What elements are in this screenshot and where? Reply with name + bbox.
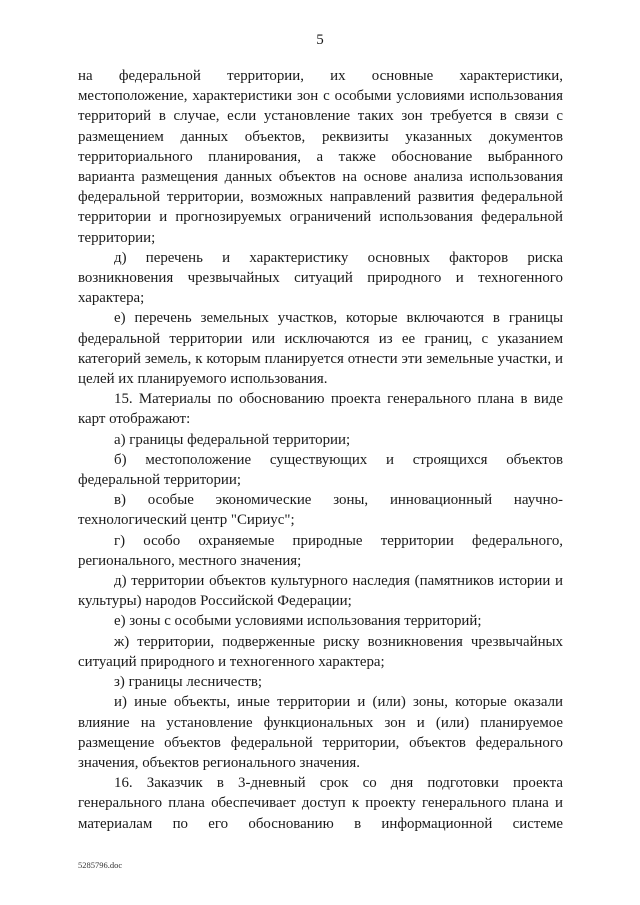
paragraph-item-a-boundaries: а) границы федеральной территории; (114, 431, 351, 448)
paragraph-item-i-other-objects: и) иные объекты, иные территории и (или) зоны, которые оказали влияние на установление функциональных зон и (или) планируемое размещение объектов федеральной территории, объектов федерального значения, объектов регионального значения. (78, 694, 563, 771)
paragraph-item-e-land-plots: е) перечень земельных участков, которые включаются в границы федеральной территории или исключаются из ее границ, с указанием категорий земель, к которым планируется отнести эти земельные участки, и целей их планируемого использования. (78, 310, 563, 388)
paragraph-item-v-economic-zones: в) особые экономические зоны, инновационный научно-технологический центр "Сириус"; (78, 492, 563, 529)
paragraph-item-zh-risk-territories: ж) территории, подверженные риску возникновения чрезвычайных ситуаций природного и техногенного характера; (78, 633, 563, 670)
document-footer-filename: 5285796.doc (78, 860, 123, 870)
paragraph-section-15: 15. Материалы по обоснованию проекта генерального плана в виде карт отображают: (78, 391, 563, 428)
paragraph-item-b-objects: б) местоположение существующих и строящихся объектов федеральной территории; (78, 451, 563, 489)
paragraph-item-z-forestry: з) границы лесничеств; (114, 674, 263, 691)
paragraph-continuation: на федеральной территории, их основные характеристики, местоположение, характеристики зон с особыми условиями использования территорий в случае, если установление таких зон требуется в связи с размещением данных объектов, реквизиты указанных документов территориального планирования, а также обоснование выбранного варианта размещения данных объектов на основе анализа использования федеральной территории, возможных направлений развития федеральной территории и прогнозируемых ограничений использования федеральной территории; (78, 68, 563, 246)
paragraph-item-d-risk-factors: д) перечень и характеристику основных факторов риска возникновения чрезвычайных ситуаций природного и техногенного характера; (78, 249, 563, 307)
page-number: 5 (316, 32, 324, 48)
paragraph-item-d-cultural-heritage: д) территории объектов культурного наследия (памятников истории и культуры) народов Российской Федерации; (78, 573, 563, 610)
paragraph-item-e-special-zones: е) зоны с особыми условиями использования территорий; (114, 613, 482, 630)
paragraph-item-g-protected-areas: г) особо охраняемые природные территории федерального, регионального, местного значения; (78, 532, 563, 569)
paragraph-section-16: 16. Заказчик в 3-дневный срок со дня подготовки проекта генерального плана обеспечивает доступ к проекту генерального плана и материалам по его обоснованию в информационной системе (78, 775, 563, 832)
document-body (78, 66, 563, 834)
